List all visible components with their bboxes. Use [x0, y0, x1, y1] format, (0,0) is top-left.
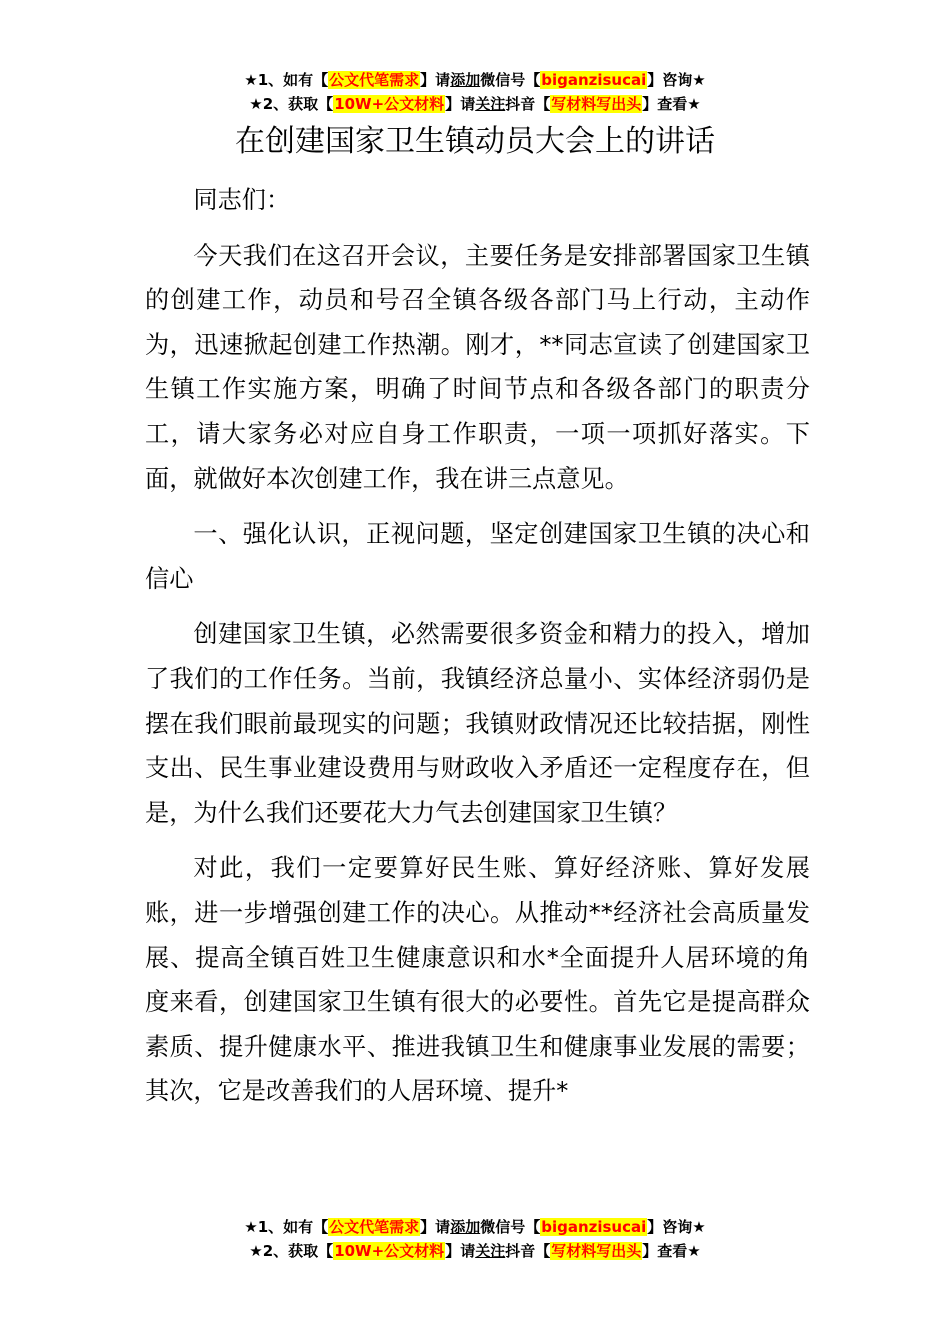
- banner-line-2: [0, 92, 950, 116]
- banner-text: 】查看★: [642, 1242, 701, 1260]
- banner-text: 微信号【: [480, 71, 541, 89]
- star-icon: ★: [244, 1218, 258, 1236]
- banner-text: 抖音【: [505, 95, 551, 113]
- banner-line-1: [0, 1215, 950, 1239]
- banner-text: 2、获取【: [262, 1242, 334, 1260]
- banner-highlight: 写材料写出头: [551, 1242, 642, 1260]
- banner-text: 】请: [420, 71, 451, 89]
- banner-text: 1、如有【: [257, 71, 329, 89]
- banner-highlight: 10W+公文材料: [334, 1242, 445, 1260]
- banner-text: 】请: [420, 1218, 451, 1236]
- banner-highlight: 10W+公文材料: [334, 95, 445, 113]
- section-heading: 一、强化认识，正视问题，坚定创建国家卫生镇的决心和信心: [145, 520, 810, 593]
- document-body: [145, 178, 810, 1125]
- banner-highlight: biganzisucai: [541, 1218, 647, 1236]
- star-icon: ★: [244, 71, 258, 89]
- paragraph: 今天我们在这召开会议，主要任务是安排部署国家卫生镇的创建工作，动员和号召全镇各级各部门马上行动，主动作为，迅速掀起创建工作热潮。刚才，**同志宣读了创建国家卫生镇工作实施方案，明确了时间节点和各级各部门的职责分工，请大家务必对应自身工作职责，一项一项抓好落实。下面，就做好本次创建工作，我在讲三点意见。: [145, 241, 810, 493]
- star-icon: ★: [249, 1242, 263, 1260]
- bottom-banner: [0, 1215, 950, 1263]
- banner-text: 】咨询★: [647, 1218, 706, 1236]
- banner-text: 】请: [445, 95, 476, 113]
- paragraph-greeting: 同志们：: [193, 186, 291, 214]
- banner-emphasis: 添加: [450, 71, 481, 89]
- banner-text: 】请: [445, 1242, 476, 1260]
- banner-text: 抖音【: [505, 1242, 551, 1260]
- banner-highlight: 写材料写出头: [551, 95, 642, 113]
- document-title: 在创建国家卫生镇动员大会上的讲话: [235, 124, 715, 159]
- banner-line-1: [0, 68, 950, 92]
- banner-text: 微信号【: [480, 1218, 541, 1236]
- star-icon: ★: [249, 95, 263, 113]
- banner-highlight: biganzisucai: [541, 71, 647, 89]
- banner-highlight: 公文代笔需求: [329, 71, 420, 89]
- banner-text: 2、获取【: [262, 95, 334, 113]
- banner-emphasis: 关注: [475, 1242, 506, 1260]
- banner-text: 】咨询★: [647, 71, 706, 89]
- banner-text: 】查看★: [642, 95, 701, 113]
- banner-line-2: [0, 1239, 950, 1263]
- top-banner: [0, 68, 950, 116]
- banner-text: 1、如有【: [257, 1218, 329, 1236]
- banner-emphasis: 关注: [475, 95, 506, 113]
- banner-emphasis: 添加: [450, 1218, 481, 1236]
- paragraph: 创建国家卫生镇，必然需要很多资金和精力的投入，增加了我们的工作任务。当前，我镇经济总量小、实体经济弱仍是摆在我们眼前最现实的问题；我镇财政情况还比较拮据，刚性支出、民生事业建设费用与财政收入矛盾还一定程度存在，但是，为什么我们还要花大力气去创建国家卫生镇？: [145, 620, 810, 827]
- paragraph: 对此，我们一定要算好民生账、算好经济账、算好发展账，进一步增强创建工作的决心。从推动**经济社会高质量发展、提高全镇百姓卫生健康意识和水*全面提升人居环境的角度来看，创建国家卫生镇有很大的必要性。首先它是提高群众素质、提升健康水平、推进我镇卫生和健康事业发展的需要；其次，它是改善我们的人居环境、提升*: [145, 854, 810, 1106]
- banner-highlight: 公文代笔需求: [329, 1218, 420, 1236]
